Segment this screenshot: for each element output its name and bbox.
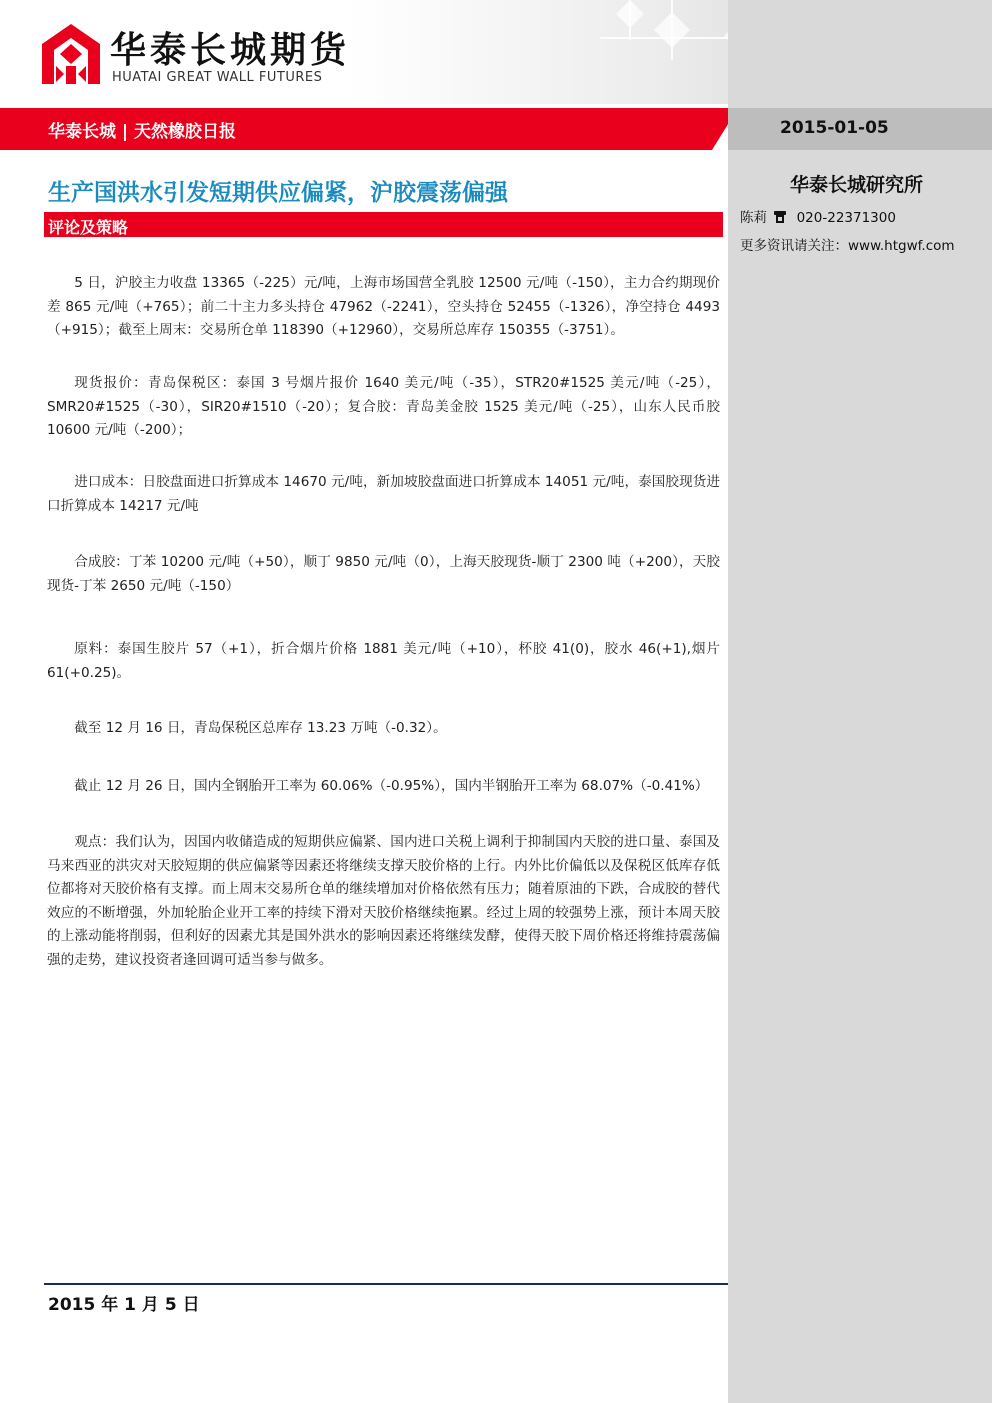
footer-divider [44, 1283, 728, 1285]
section-bar [44, 212, 723, 237]
paragraph-synthetic-rubber: 合成胶：丁苯 10200 元/吨（+50），顺丁 9850 元/吨（0），上海天胶现货-顺丁 2300 吨（+200），天胶现货-丁苯 2650 元/吨（-150） [47, 554, 720, 594]
institute-name: 华泰长城研究所 [790, 174, 924, 196]
report-label: 华泰长城 | 天然橡胶日报 [48, 122, 237, 142]
main-title: 生产国洪水引发短期供应偏紧，沪胶震荡偏强 [48, 180, 508, 206]
section-heading: 评论及策略 [48, 218, 129, 237]
paragraph-tire-operating-rate: 截止 12 月 26 日，国内全钢胎开工率为 60.06%（-0.95%），国内半钢胎开工率为 68.07%（-0.41%） [74, 778, 709, 794]
analyst-contact [740, 206, 896, 226]
brand-name-cn: 华泰长城期货 [110, 30, 351, 71]
phone-icon [774, 211, 786, 223]
huatai-logo-icon [42, 24, 100, 84]
paragraph-import-cost: 进口成本：日胶盘面进口折算成本 14670 元/吨，新加坡胶盘面进口折算成本 14051 元/吨，泰国胶现货进口折算成本 14217 元/吨 [47, 474, 720, 514]
paragraph-futures: 5 日，沪胶主力收盘 13365（-225）元/吨，上海市场国营全乳胶 12500 元/吨（-150），主力合约期现价差 865 元/吨（+765）；前二十主力多头持仓 47962（-2241），空头持仓 52455（-1326），净空持仓 4493（+915）；截至上周末：交易所仓单 118390（+12960），交易所总库存 150355（-3751）。 [47, 275, 720, 338]
report-date: 2015-01-05 [780, 118, 889, 138]
paragraph-raw-material: 原料：泰国生胶片 57（+1），折合烟片价格 1881 美元/吨（+10），杯胶 41(0)，胶水 46(+1),烟片 61(+0.25)。 [47, 641, 720, 681]
paragraph-spot-price: 现货报价：青岛保税区：泰国 3 号烟片报价 1640 美元/吨（-35），STR20#1525 美元/吨（-25），SMR20#1525（-30），SIR20#1510（-20）；复合胶：青岛美金胶 1525 美元/吨（-25），山东人民币胶 10600 元/吨（-200）； [47, 375, 720, 438]
analyst-name: 陈莉 [740, 210, 767, 226]
brand-name-en: HUATAI GREAT WALL FUTURES [112, 70, 323, 85]
paragraph-viewpoint: 观点：我们认为，因国内收储造成的短期供应偏紧、国内进口关税上调利于抑制国内天胶的进口量、泰国及马来西亚的洪灾对天胶短期的供应偏紧等因素还将继续支撑天胶价格的上行。内外比价偏低以及保税区低库存低位都将对天胶价格有支撑。而上周末交易所仓单的继续增加对价格依然有压力；随着原油的下跌，合成胶的替代效应的不断增强，外加轮胎企业开工率的持续下滑对天胶价格继续拖累。经过上周的较强势上涨，预计本周天胶的上涨动能将削弱，但利好的因素尤其是国外洪水的影响因素还将继续发酵，使得天胶下周价格还将维持震荡偏强的走势，建议投资者逢回调可适当参与做多。 [47, 834, 720, 968]
footer-date: 2015 年 1 月 5 日 [48, 1295, 200, 1315]
analyst-phone: 020-22371300 [796, 210, 896, 226]
paragraph-inventory: 截至 12 月 16 日，青岛保税区总库存 13.23 万吨（-0.32）。 [74, 720, 447, 736]
more-info-link[interactable]: 更多资讯请关注：www.htgwf.com [740, 238, 955, 254]
